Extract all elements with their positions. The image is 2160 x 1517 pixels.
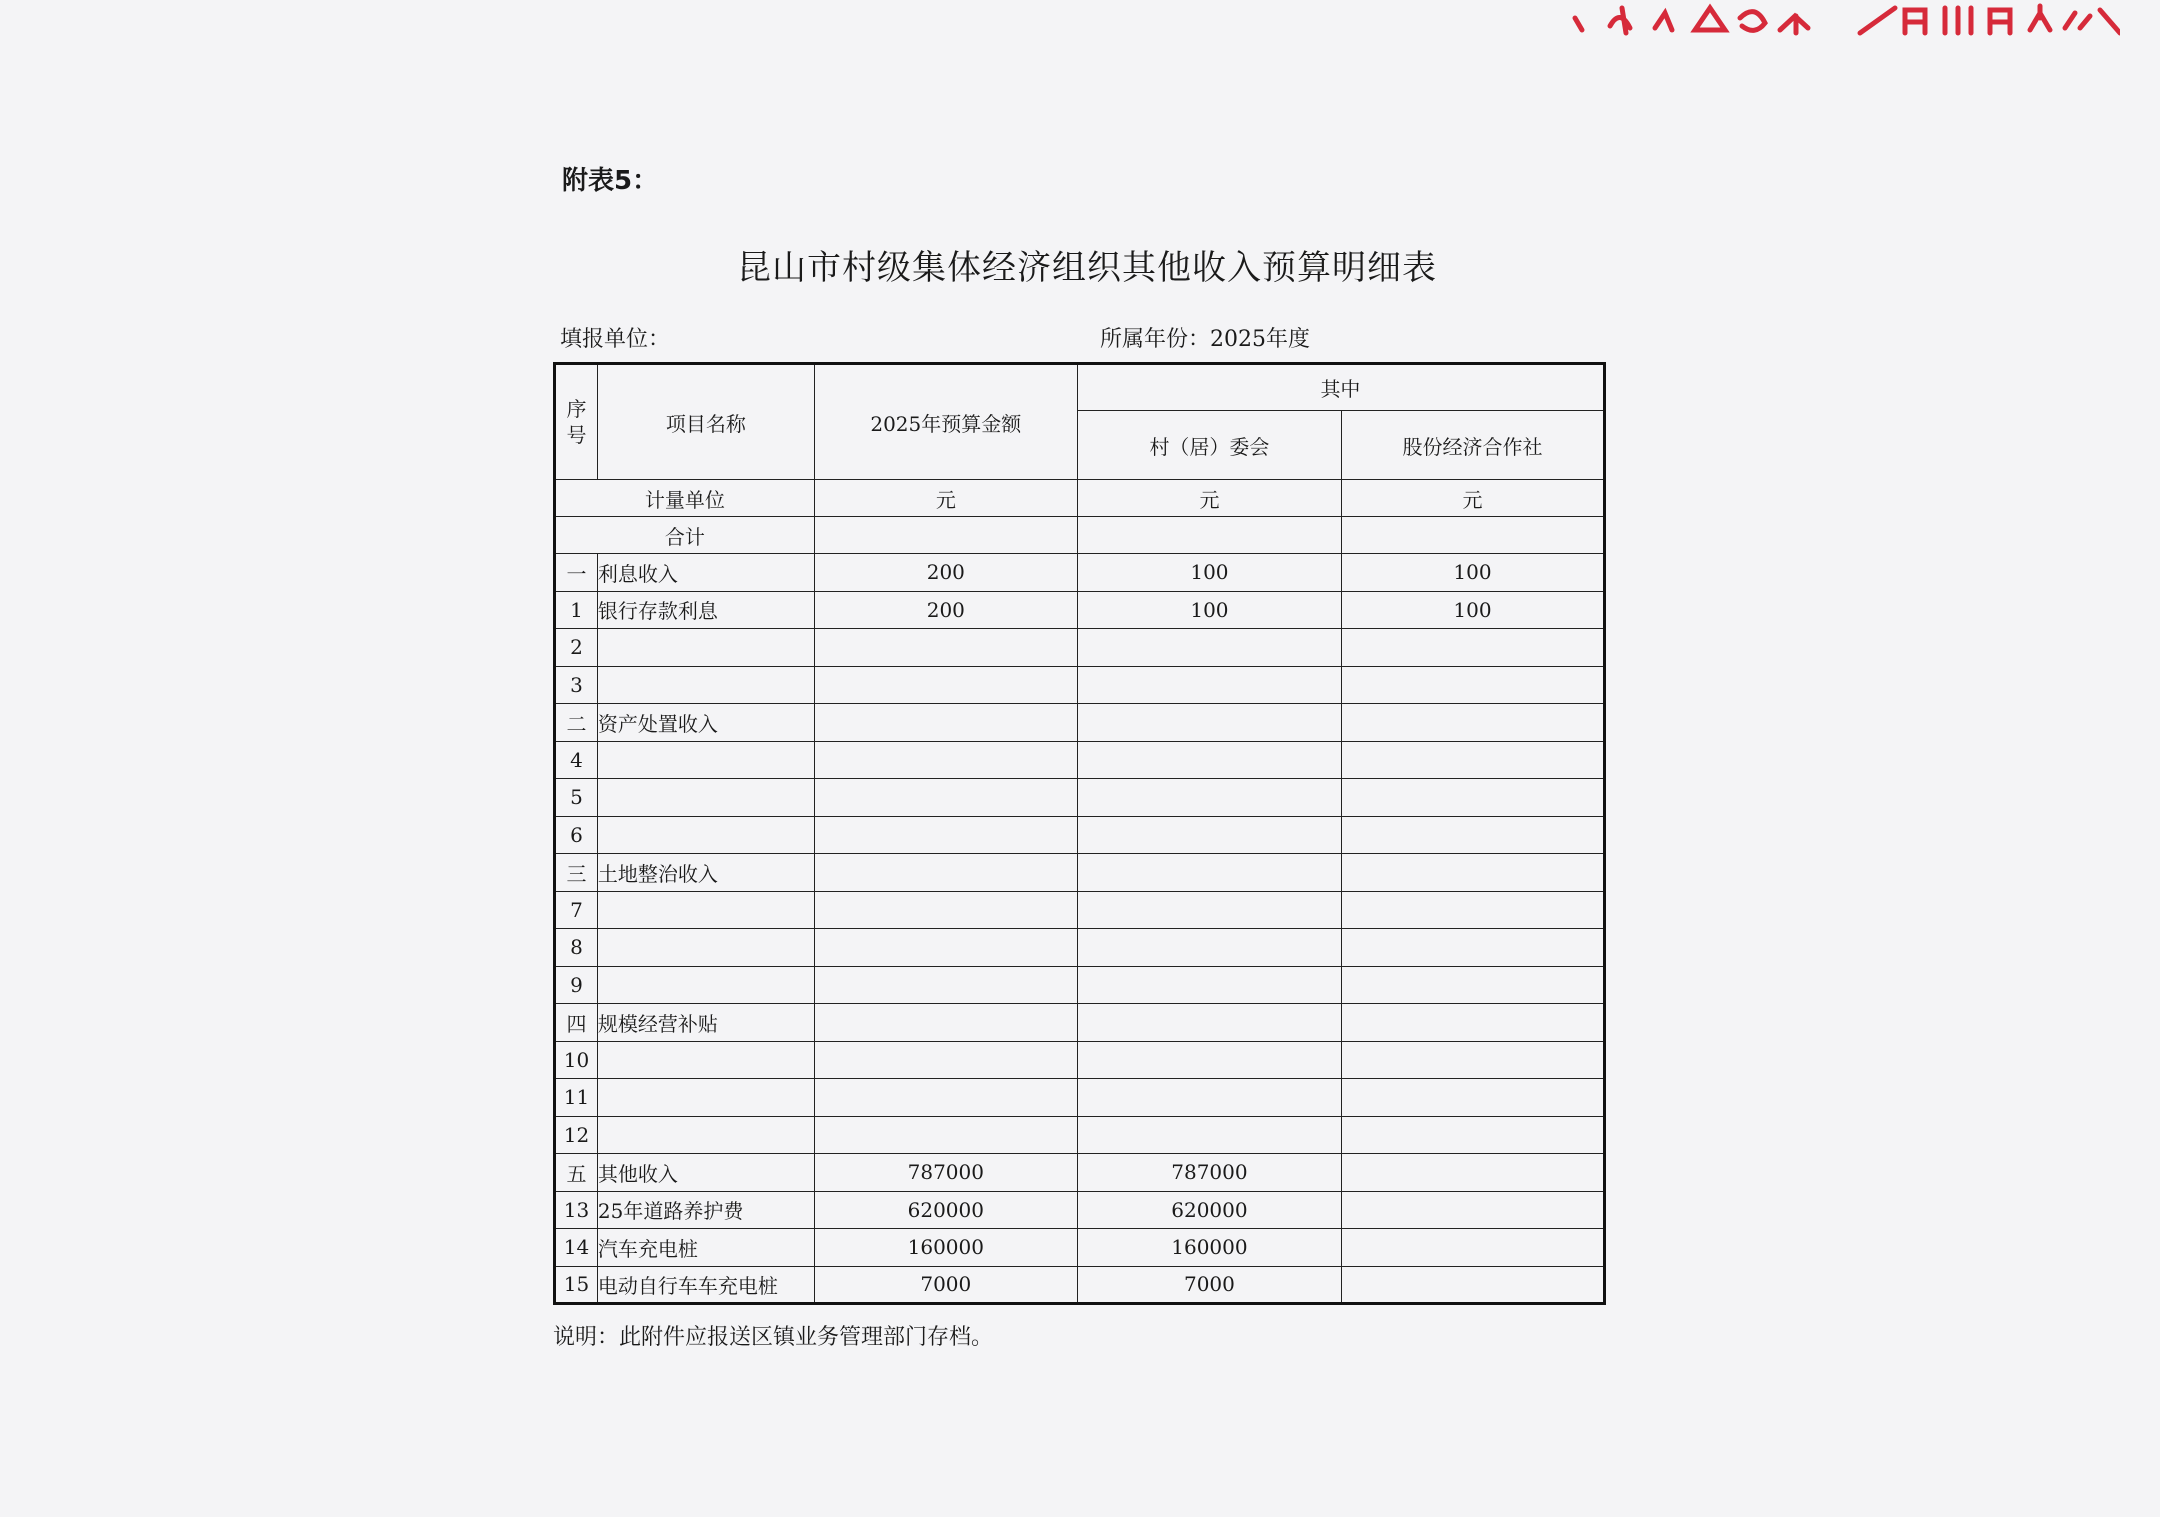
budget-table	[553, 362, 1606, 1305]
row-coop	[1342, 1079, 1605, 1117]
row-amount	[814, 816, 1077, 854]
table-row	[555, 1004, 1605, 1042]
row-amount: 200	[814, 554, 1077, 592]
row-seq: 10	[555, 1041, 598, 1079]
row-name: 其他收入	[597, 1154, 814, 1192]
row-coop	[1342, 1154, 1605, 1192]
header-village: 村（居）委会	[1077, 411, 1341, 480]
table-row	[555, 1079, 1605, 1117]
row-village	[1077, 704, 1341, 742]
table-row	[555, 966, 1605, 1004]
row-seq: 一	[555, 554, 598, 592]
row-amount	[814, 1041, 1077, 1079]
row-amount: 160000	[814, 1229, 1077, 1267]
row-name: 25年道路养护费	[597, 1191, 814, 1229]
row-amount	[814, 891, 1077, 929]
row-coop	[1342, 854, 1605, 892]
unit-row	[555, 480, 1605, 517]
fill-unit-label: 填报单位：	[560, 327, 671, 352]
row-seq: 6	[555, 816, 598, 854]
row-amount	[814, 741, 1077, 779]
row-coop	[1342, 666, 1605, 704]
row-amount	[814, 779, 1077, 817]
row-amount	[814, 704, 1077, 742]
red-stamp-mark	[1560, 0, 2120, 38]
row-village	[1077, 1004, 1341, 1042]
row-name	[597, 929, 814, 967]
table-body	[555, 554, 1605, 1304]
row-village	[1077, 816, 1341, 854]
table-row	[555, 854, 1605, 892]
header-seq: 序号	[555, 364, 598, 480]
row-amount: 620000	[814, 1191, 1077, 1229]
row-coop	[1342, 1229, 1605, 1267]
row-seq: 9	[555, 966, 598, 1004]
unit-row-village: 元	[1077, 480, 1341, 517]
row-amount	[814, 854, 1077, 892]
total-row-label: 合计	[555, 517, 815, 554]
row-amount	[814, 1079, 1077, 1117]
table-row	[555, 666, 1605, 704]
row-village: 7000	[1077, 1266, 1341, 1304]
row-village	[1077, 891, 1341, 929]
row-coop: 100	[1342, 554, 1605, 592]
document-title: 昆山市村级集体经济组织其他收入预算明细表	[737, 248, 1437, 288]
table-row	[555, 929, 1605, 967]
table-row	[555, 1191, 1605, 1229]
header-name: 项目名称	[597, 364, 814, 480]
total-row-amount	[814, 517, 1077, 554]
row-amount: 787000	[814, 1154, 1077, 1192]
table-row	[555, 1229, 1605, 1267]
row-village	[1077, 966, 1341, 1004]
row-seq: 四	[555, 1004, 598, 1042]
row-seq: 五	[555, 1154, 598, 1192]
row-coop	[1342, 1266, 1605, 1304]
row-seq: 15	[555, 1266, 598, 1304]
row-amount	[814, 966, 1077, 1004]
row-village	[1077, 1116, 1341, 1154]
row-village: 620000	[1077, 1191, 1341, 1229]
row-coop	[1342, 816, 1605, 854]
row-amount: 200	[814, 591, 1077, 629]
table-row	[555, 629, 1605, 667]
table-row	[555, 554, 1605, 592]
row-name	[597, 666, 814, 704]
row-village: 160000	[1077, 1229, 1341, 1267]
row-name	[597, 966, 814, 1004]
row-village	[1077, 779, 1341, 817]
row-seq: 13	[555, 1191, 598, 1229]
row-village	[1077, 929, 1341, 967]
unit-row-label: 计量单位	[555, 480, 815, 517]
row-seq: 1	[555, 591, 598, 629]
table-row	[555, 1041, 1605, 1079]
row-name: 利息收入	[597, 554, 814, 592]
row-village	[1077, 854, 1341, 892]
table-row	[555, 1154, 1605, 1192]
row-village	[1077, 1041, 1341, 1079]
row-name: 土地整治收入	[597, 854, 814, 892]
row-name	[597, 891, 814, 929]
row-name	[597, 1116, 814, 1154]
row-coop	[1342, 1004, 1605, 1042]
row-village	[1077, 629, 1341, 667]
row-seq: 三	[555, 854, 598, 892]
row-name	[597, 816, 814, 854]
row-seq: 5	[555, 779, 598, 817]
row-coop	[1342, 741, 1605, 779]
total-row-village	[1077, 517, 1341, 554]
row-seq: 11	[555, 1079, 598, 1117]
row-coop	[1342, 1116, 1605, 1154]
row-village	[1077, 741, 1341, 779]
footnote: 说明：此附件应报送区镇业务管理部门存档。	[553, 1325, 994, 1350]
unit-row-coop: 元	[1342, 480, 1605, 517]
row-name: 规模经营补贴	[597, 1004, 814, 1042]
table-row	[555, 816, 1605, 854]
row-amount	[814, 1004, 1077, 1042]
row-name	[597, 629, 814, 667]
row-village	[1077, 666, 1341, 704]
year-label: 所属年份：2025年度	[1100, 327, 1310, 352]
row-amount	[814, 629, 1077, 667]
row-coop	[1342, 929, 1605, 967]
row-village: 787000	[1077, 1154, 1341, 1192]
row-seq: 7	[555, 891, 598, 929]
row-coop	[1342, 1191, 1605, 1229]
attachment-label: 附表5：	[562, 166, 659, 196]
row-amount	[814, 666, 1077, 704]
header-amount: 2025年预算金额	[814, 364, 1077, 480]
row-name	[597, 741, 814, 779]
row-seq: 8	[555, 929, 598, 967]
row-name: 电动自行车车充电桩	[597, 1266, 814, 1304]
row-coop	[1342, 891, 1605, 929]
table-row	[555, 891, 1605, 929]
row-amount	[814, 929, 1077, 967]
row-seq: 12	[555, 1116, 598, 1154]
table-row	[555, 704, 1605, 742]
row-name	[597, 779, 814, 817]
header-coop: 股份经济合作社	[1342, 411, 1605, 480]
table-row	[555, 741, 1605, 779]
total-row-coop	[1342, 517, 1605, 554]
row-village	[1077, 1079, 1341, 1117]
row-name: 银行存款利息	[597, 591, 814, 629]
row-seq: 4	[555, 741, 598, 779]
row-coop	[1342, 779, 1605, 817]
row-seq: 2	[555, 629, 598, 667]
row-name: 资产处置收入	[597, 704, 814, 742]
row-coop: 100	[1342, 591, 1605, 629]
row-name	[597, 1041, 814, 1079]
row-village: 100	[1077, 591, 1341, 629]
row-name: 汽车充电桩	[597, 1229, 814, 1267]
table-row	[555, 1116, 1605, 1154]
row-seq: 二	[555, 704, 598, 742]
table-row	[555, 779, 1605, 817]
row-name	[597, 1079, 814, 1117]
row-seq: 14	[555, 1229, 598, 1267]
row-amount	[814, 1116, 1077, 1154]
row-coop	[1342, 1041, 1605, 1079]
row-amount: 7000	[814, 1266, 1077, 1304]
header-of-which: 其中	[1077, 364, 1604, 411]
row-seq: 3	[555, 666, 598, 704]
row-village: 100	[1077, 554, 1341, 592]
row-coop	[1342, 704, 1605, 742]
unit-row-amount: 元	[814, 480, 1077, 517]
row-coop	[1342, 629, 1605, 667]
row-coop	[1342, 966, 1605, 1004]
total-row	[555, 517, 1605, 554]
table-row	[555, 591, 1605, 629]
table-row	[555, 1266, 1605, 1304]
